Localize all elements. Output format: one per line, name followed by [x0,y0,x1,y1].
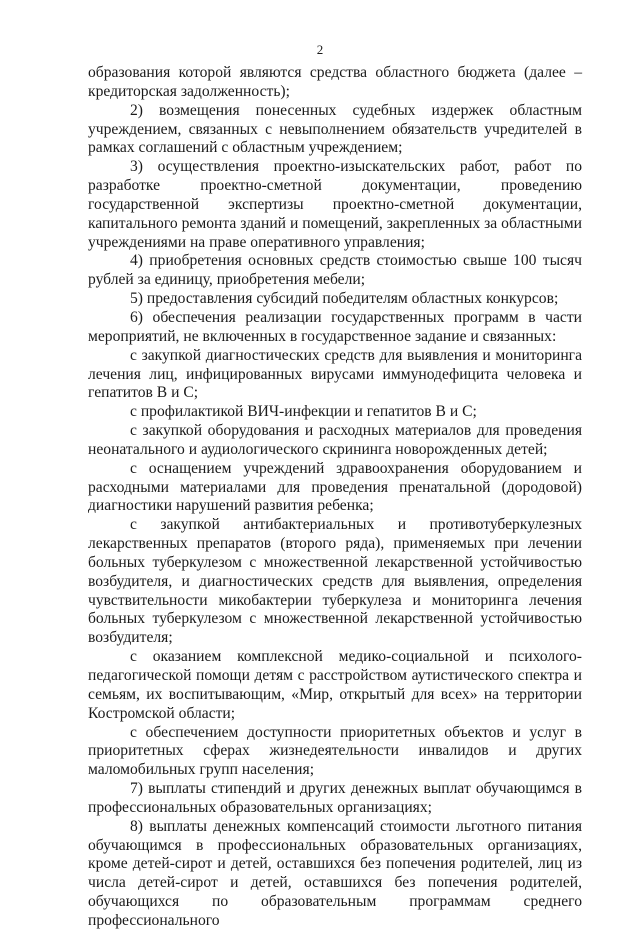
paragraph: 4) приобретения основных средств стоимостью свыше 100 тысяч рублей за единицу, приобретения мебели; [88,252,582,289]
paragraph: с закупкой диагностических средств для выявления и мониторинга лечения лиц, инфицированных вирусами иммунодефицита человека и гепатитов В и С; [88,346,582,402]
paragraph: с обеспечением доступности приоритетных объектов и услуг в приоритетных сферах жизнедеятельности инвалидов и других маломобильных групп населения; [88,723,582,779]
paragraph: 6) обеспечения реализации государственных программ в части мероприятий, не включенных в государственное задание и связанных: [88,308,582,345]
paragraph: с оснащением учреждений здравоохранения оборудованием и расходными материалами для проведения пренатальной (дородовой) диагностики нарушений развития ребенка; [88,459,582,515]
paragraph: образования которой являются средства областного бюджета (далее – кредиторская задолженность); [88,64,582,100]
page-number: 2 [316,42,324,57]
document-body [88,64,582,931]
paragraph: 5) предоставления субсидий победителям областных конкурсов; [130,290,559,308]
paragraph: 2) возмещения понесенных судебных издержек областным учреждением, связанных с невыполнением обязательств учредителей в рамках соглашений с областным учреждением; [88,101,582,157]
paragraph: с профилактикой ВИЧ-инфекции и гепатитов В и С; [130,403,477,421]
paragraph: с оказанием комплексной медико-социальной и психолого-педагогической помощи детям с расстройством аутистического спектра и семьям, их воспитывающим, «Мир, открытый для всех» на территории Костромской области; [88,648,582,722]
paragraph: 7) выплаты стипендий и других денежных выплат обучающимся в профессиональных образовательных организациях; [88,780,582,816]
paragraph: с закупкой антибактериальных и противотуберкулезных лекарственных препаратов (второго ряда), применяемых при лечении больных туберкулезом с множественной лекарственной устойчивостью возбудителя, и диагностических средств для выявления, определения чувствительности микобактерии туберкулеза и мониторинга лечения больных туберкулезом с множественной лекарственной устойчивостью возбудителя; [88,516,582,647]
paragraph: 8) выплаты денежных компенсаций стоимости льготного питания обучающимся в профессиональных образовательных организациях, кроме детей-сирот и детей, оставшихся без попечения родителей, лиц из числа детей-сирот и детей, оставшихся без попечения родителей, обучающихся по образовательным программам среднего профессионального [88,817,582,929]
paragraph: с закупкой оборудования и расходных материалов для проведения неонатального и аудиологического скрининга новорожденных детей; [88,422,582,458]
paragraph: 3) осуществления проектно-изыскательских работ, работ по разработке проектно-сметной документации, проведению государственной экспертизы проектно-сметной документации, капитального ремонта зданий и помещений, закрепленных за областными учреждениями на праве оперативного управления; [88,158,582,251]
